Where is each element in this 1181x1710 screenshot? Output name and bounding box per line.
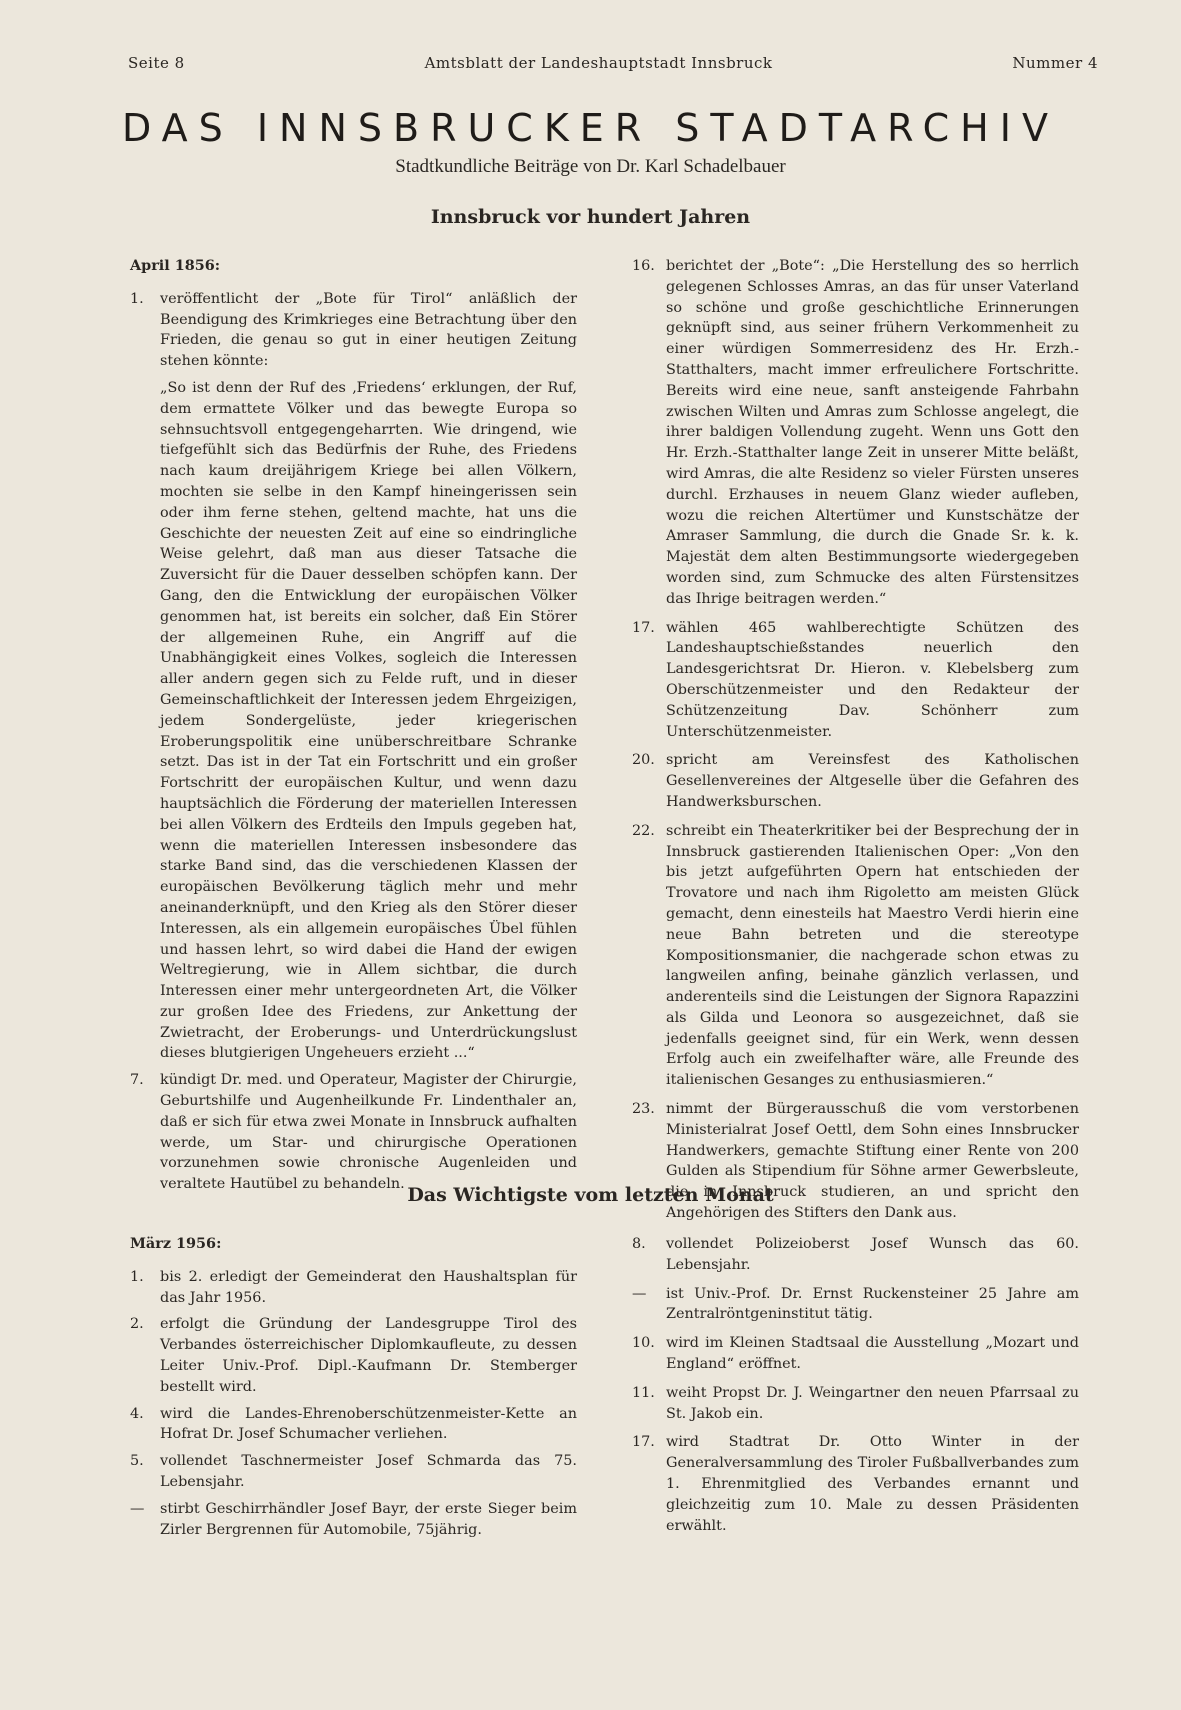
running-head: [128, 54, 1098, 72]
entry-day: —: [632, 1285, 647, 1302]
list-item: [632, 1383, 1079, 1425]
entry-day: 1.: [130, 1268, 144, 1285]
issue-number: Nummer 4: [1012, 54, 1098, 72]
entry-text: bis 2. erledigt der Gemeinderat den Haushaltsplan für das Jahr 1956.: [160, 1268, 577, 1306]
entry-day: 17.: [632, 1434, 655, 1451]
entry-text: weiht Propst Dr. J. Weingartner den neuen Pfarrsaal zu St. Jakob ein.: [666, 1384, 1079, 1422]
list-item: [632, 1333, 1079, 1375]
entry-day: 4.: [130, 1405, 144, 1422]
entry-day: 7.: [130, 1072, 144, 1089]
list-item: [130, 1404, 577, 1446]
entry-day: 11.: [632, 1384, 655, 1401]
list-item: [632, 1284, 1079, 1326]
entry-day: 10.: [632, 1335, 655, 1352]
journal-title: Amtsblatt der Landeshauptstadt Innsbruck: [424, 54, 773, 72]
list-item: [632, 750, 1079, 812]
quoted-article: „So ist denn der Ruf des ‚Friedens‘ erklungen, der Ruf, dem ermattete Völker und das bewegte Europa so sehnsuchtsvoll entgegengeharrten. Wie dringend, wie tiefgefühlt sich das Bedürfnis der Ruhe, des Friedens nach kaum dreijährigem Kriege bei allen Völkern, mochten sie selbe in den Kampf hineingerissen sein oder ihm ferne stehen, geltend machte, hat uns die Geschichte der neuesten Zeit auf eine so eindringliche Weise gelehrt, daß man aus dieser Tatsache die Zuversicht für die Dauer desselben schöpfen kann. Der Gang, den die Entwicklung der europäischen Völker genommen hat, ist bereits ein solcher, daß Ein Störer der allgemeinen Ruhe, ein Angriff auf die Unabhängigkeit eines Volkes, sogleich die Interessen aller andern gegen sich zu Felde ruft, und in dieser Gemeinschaftlichkeit der Interessen jedem Ehrgeizigen, jedem Sondergelüste, jeder kriegerischen Eroberungspolitik eine unüberschreitbare Schranke setzt. Das ist in der Tat ein Fortschritt und ein großer Fortschritt der europäischen Kultur, und wenn dazu hauptsächlich die Förderung der materiellen Interessen bei allen Völkern des Erdteils den Impuls gegeben hat, wenn die materiellen Interessen insbesondere das starke Band sind, das die verschiedenen Klassen der europäischen Bevölkerung täglich mehr und mehr aneinanderknüpft, und den Krieg als den Störer dieser Interessen, als ein allgemein europäisches Übel fühlen und hassen lehrt, so wird dabei die Hand der ewigen Weltregierung, wie in Allem sichtbar, die durch Interessen einer mehr untergeordneten Art, die Völker zur großen Idee des Friedens, zur Ankettung der Zwietracht, der Eroberungs- und Unterdrückungslust dieses blutgierigen Ungeheuers erzieht ...“: [160, 379, 577, 1062]
entry-day: 23.: [632, 1101, 655, 1118]
list-item: [632, 256, 1079, 610]
column-march-right: [632, 1234, 1079, 1544]
page-title: DAS INNSBRUCKER STADTARCHIV: [122, 106, 1059, 150]
entry-text: kündigt Dr. med. und Operateur, Magister der Chirurgie, Geburtshilfe und Augenheilkunde Fr. Lindenthaler an, daß er sich für etwa zwei Monate in Innsbruck aufhalten werde, um Star- und chirurgische Operationen vorzunehmen sowie chronische Augenleiden und veraltete Hautübel zu behandeln.: [160, 1072, 577, 1193]
entry-text: veröffentlicht der „Bote für Tirol“ anläßlich der Beendigung des Krimkrieges eine Betrachtung über den Frieden, die genau so gut in einer heutigen Zeitung stehen könnte:: [160, 290, 577, 370]
page-number: Seite 8: [128, 54, 185, 72]
entry-text: nimmt der Bürgerausschuß die vom verstorbenen Ministerialrat Josef Oettl, dem Sohn eines Innsbrucker Handwerkers, gemachte Stiftung einer Rente von 200 Gulden als Stipendium für Söhne armer Gewerbsleute, die in Innsbruck studieren, an und spricht den Angehörigen des Stifters den Dank aus.: [666, 1101, 1079, 1222]
entry-text: wird im Kleinen Stadtsaal die Ausstellung „Mozart und England“ eröffnet.: [666, 1335, 1079, 1372]
list-item: [130, 1070, 577, 1195]
list-item: [632, 1432, 1079, 1536]
column-april-left: [130, 256, 577, 1201]
list-item: [632, 821, 1079, 1091]
entry-day: 8.: [632, 1236, 646, 1252]
month-heading: April 1856:: [130, 257, 221, 274]
entry-day: 16.: [632, 258, 655, 274]
list-item: [632, 1234, 1079, 1276]
entry-text: erfolgt die Gründung der Landesgruppe Tirol des Verbandes österreichischer Diplomkaufleute, zu dessen Leiter Univ.-Prof. Dipl.-Kaufmann Dr. Stemberger bestellt wird.: [160, 1316, 577, 1395]
list-item: [130, 289, 577, 372]
entry-text: stirbt Geschirrhändler Josef Bayr, der erste Sieger beim Zirler Bergrennen für Automobile, 75jährig.: [160, 1500, 577, 1538]
list-item: [130, 1267, 577, 1309]
entry-day: 20.: [632, 752, 655, 769]
entry-text: ist Univ.-Prof. Dr. Ernst Ruckensteiner 25 Jahre am Zentralröntgeninstitut tätig.: [666, 1285, 1079, 1323]
page-subtitle: Stadtkundliche Beiträge von Dr. Karl Schadelbauer: [395, 156, 786, 177]
entry-text: wird die Landes-Ehrenoberschützenmeister-Kette an Hofrat Dr. Josef Schumacher verliehen.: [160, 1405, 577, 1443]
entry-text: spricht am Vereinsfest des Katholischen Gesellenvereines der Altgeselle über die Gefahren des Handwerksburschen.: [666, 752, 1079, 810]
section-heading-hundred-years: Innsbruck vor hundert Jahren: [430, 206, 751, 228]
entry-text: wählen 465 wahlberechtigte Schützen des Landeshauptschießstandes neuerlich den Landesgerichtsrat Dr. Hieron. v. Klebelsberg zum Oberschützenmeister und den Redakteur der Schützenzeitung Dav. Schönherr zum Unterschützenmeister.: [666, 619, 1079, 740]
section-heading-last-month: Das Wichtigste vom letzten Monat: [407, 1184, 774, 1206]
entry-day: —: [130, 1500, 145, 1517]
entry-text: schreibt ein Theaterkritiker bei der Besprechung der in Innsbruck gastierenden Italienischen Oper: „Von den bis jetzt aufgeführten Opern hat entschieden der Trovatore und nach ihm Rigoletto am meisten Glück gemacht, denn einesteils hat Maestro Verdi hierin eine neue Bahn betreten und die stereotype Kompositionsmanier, die nachgerade schon etwas zu langweilen anfing, beinahe gänzlich verlassen, und anderenteils sind die Leistungen der Signora Rapazzini als Gilda und Leonora so ausgezeichnet, daß sie jedenfalls geeignet sind, für ein Werk, wenn dessen Erfolg auch ein zweifelhafter wäre, alle Freunde des italienischen Gesanges zu enthusiasmieren.“: [666, 822, 1079, 1089]
entry-text: vollendet Polizeioberst Josef Wunsch das 60. Lebensjahr.: [666, 1236, 1079, 1273]
column-april-right: [632, 256, 1079, 1232]
entry-text: vollendet Taschnermeister Josef Schmarda das 75. Lebensjahr.: [160, 1453, 577, 1490]
entry-text: berichtet der „Bote“: „Die Herstellung des so herrlich gelegenen Schlosses Amras, an das für unser Vaterland so schöne und große geschichtliche Erinnerungen geknüpft sind, aus seiner frühern Verkommenheit zu einer würdigen Sommerresidenz des Hr. Erzh.-Statthalters, macht immer erfreulichere Fortschritte. Bereits wird eine neue, sanft ansteigende Fahrbahn zwischen Wilten und Amras zum Schlosse angelegt, die ihrer baldigen Vollendung zugeht. Wenn uns Gott den Hr. Erzh.-Statthalter lange Zeit in unserer Mitte beläßt, wird Amras, die alte Residenz so vieler Fürsten unseres durchl. Erzhauses in neuem Glanz wieder aufleben, wozu die reichen Altertümer und Kunstschätze der Amraser Sammlung, die durch die Gnade Sr. k. k. Majestät dem alten Bestimmungsorte wiedergegeben worden sind, zum Schmucke des alten Fürstensitzes das Ihrige beitragen werden.“: [666, 258, 1079, 607]
list-item: [130, 1451, 577, 1493]
entry-day: 22.: [632, 822, 655, 839]
entry-day: 17.: [632, 619, 655, 636]
entry-day: 1.: [130, 290, 144, 307]
column-march-left: [130, 1234, 577, 1546]
month-heading: März 1956:: [130, 1235, 222, 1252]
list-item: [130, 1314, 577, 1397]
entry-day: 5.: [130, 1453, 144, 1470]
entry-day: 2.: [130, 1316, 144, 1333]
entry-text: wird Stadtrat Dr. Otto Winter in der Generalversammlung des Tiroler Fußballverbandes zum 1. Ehrenmitglied des Verbandes ernannt und gleichzeitig zum 10. Male zu dessen Präsidenten erwählt.: [666, 1434, 1079, 1534]
list-item: [632, 618, 1079, 743]
list-item: [130, 1499, 577, 1541]
